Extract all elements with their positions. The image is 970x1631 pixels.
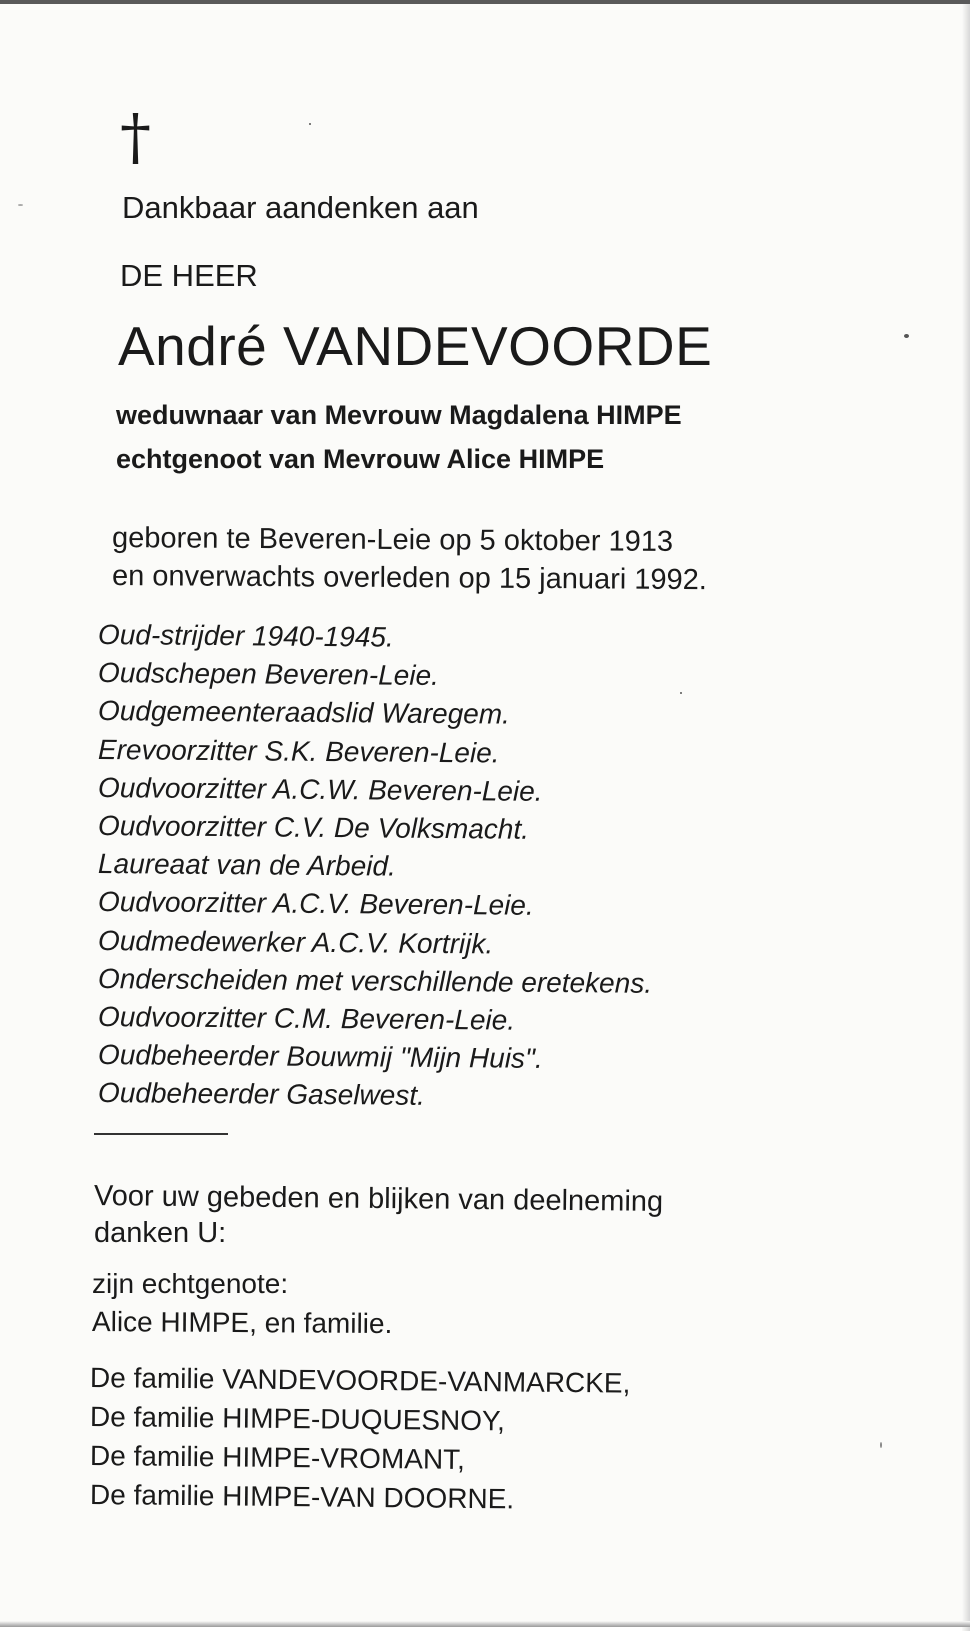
title-item: Oudgemeenteraadslid Waregem. — [97, 695, 511, 731]
thanks-text: Voor uw gebeden en blijken van deelneming — [93, 1180, 664, 1218]
divider — [94, 1133, 228, 1135]
death-text: en onverwachts overleden op 15 januari 1992. — [111, 560, 708, 597]
scan-speck — [904, 334, 909, 338]
title-item: Onderscheiden met verschillende eretekens. — [97, 962, 653, 999]
thanks-text-continued: danken U: — [94, 1217, 227, 1249]
family-item: De familie HIMPE-DUQUESNOY, — [89, 1401, 506, 1437]
title-item: Oudvoorzitter C.M. Beveren-Leie. — [97, 1001, 516, 1036]
titles-list — [98, 616, 652, 1113]
families-list — [90, 1358, 630, 1514]
title-item: Oud-strijder 1940-1945. — [97, 619, 394, 653]
deceased-name: André VANDEVOORDE — [118, 315, 713, 377]
title-item: Oudvoorzitter C.V. De Volksmacht. — [97, 810, 530, 845]
scan-speck — [680, 692, 682, 694]
card-edge-right — [962, 4, 970, 1631]
spouse-of-text: echtgenoot van Mevrouw Alice HIMPE — [116, 444, 605, 474]
title-item: Oudbeheerder Bouwmij "Mijn Huis". — [97, 1039, 543, 1075]
title-item: Oudvoorzitter A.C.W. Beveren-Leie. — [97, 771, 543, 807]
cross-icon: † — [120, 100, 151, 173]
title-item: Laureaat van de Arbeid. — [97, 848, 396, 882]
family-item: De familie VANDEVOORDE-VANMARCKE, — [89, 1362, 631, 1399]
family-item: De familie HIMPE-VROMANT, — [89, 1440, 466, 1475]
title-item: Oudbeheerder Gaselwest. — [97, 1077, 425, 1112]
family-item: De familie HIMPE-VAN DOORNE. — [89, 1479, 515, 1515]
wife-name: Alice HIMPE, en familie. — [91, 1306, 393, 1340]
title-item: Erevoorzitter S.K. Beveren-Leie. — [97, 733, 500, 769]
scan-speck — [18, 204, 23, 206]
card-edge-bottom — [0, 1621, 970, 1627]
wife-label: zijn echtgenote: — [92, 1268, 289, 1299]
scan-speck — [309, 123, 311, 125]
scan-speck — [880, 1442, 882, 1448]
intro-text: Dankbaar aandenken aan — [122, 190, 479, 225]
birth-text: geboren te Beveren-Leie op 5 oktober 1913 — [111, 522, 674, 558]
title-item: Oudvoorzitter A.C.V. Beveren-Leie. — [97, 886, 534, 922]
title-item: Oudschepen Beveren-Leie. — [97, 657, 440, 692]
honorific: DE HEER — [120, 258, 258, 293]
widower-of-text: weduwnaar van Mevrouw Magdalena HIMPE — [116, 400, 682, 430]
title-item: Oudmedewerker A.C.V. Kortrijk. — [97, 924, 494, 960]
